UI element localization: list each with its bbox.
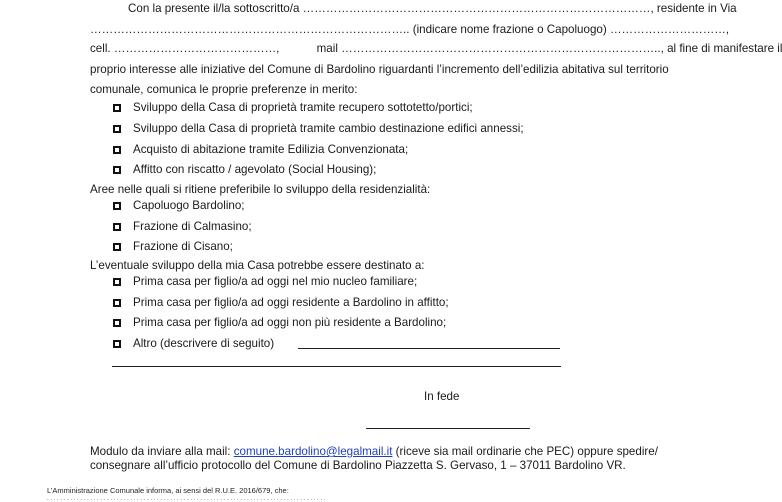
residence-label: , residente in Via [650, 2, 737, 15]
option-edilizia-convenzionata[interactable] [113, 143, 408, 157]
option-nucleo-familiare[interactable] [113, 275, 417, 289]
pec-email-link[interactable]: comune.bardolino@legalmail.it [233, 445, 393, 458]
option-calmasino[interactable] [113, 220, 252, 234]
section-destination-title: L’eventuale sviluppo della mia Casa potrebbe essere destinato a: [90, 259, 425, 272]
purpose-text: al fine di manifestare il [667, 42, 782, 55]
option-sottotetto[interactable] [113, 101, 473, 115]
paragraph-line-2: comunale, comunica le proprie preferenze in merito: [90, 83, 358, 96]
footer-prefix: Modulo da inviare alla mail: [90, 445, 231, 458]
option-label: Capoluogo Bardolino; [133, 199, 245, 212]
privacy-cutoff-text: . . . . . . . . . . . . . . . . . . . . . . . . . . . . . . . . . . . . . . . . . . . . . . . . . . . . . . . . . . . . . . . . . . . . . . . . . . . . . . . . . . . . [47, 496, 326, 502]
checkbox-icon[interactable] [113, 166, 121, 174]
option-non-residente[interactable] [113, 316, 446, 330]
option-label: Affitto con riscatto / agevolato (Social Housing); [133, 163, 377, 176]
option-cisano[interactable] [113, 240, 233, 254]
address-line [90, 23, 729, 37]
option-label: Prima casa per figlio/a ad oggi non più residente a Bardolino; [133, 316, 447, 329]
option-label: Frazione di Cisano; [133, 240, 233, 253]
section-areas-title: Aree nelle quali si ritiene preferibile lo sviluppo della residenzialità: [90, 183, 431, 196]
checkbox-icon[interactable] [113, 202, 121, 210]
checkbox-icon[interactable] [113, 243, 121, 251]
checkbox-icon[interactable] [113, 104, 121, 112]
cell-label: cell. [90, 42, 111, 55]
mail-field-dots[interactable]: ……………………………………………………………………….., [341, 42, 664, 55]
signature-label: In fede [424, 390, 460, 403]
option-affitto[interactable] [113, 296, 449, 310]
privacy-note: L’Amministrazione Comunale informa, ai sensi del R.U.E. 2016/679, che: [47, 486, 289, 495]
intro-line [128, 2, 737, 16]
name-field-dots[interactable]: ……………………………………………………………………………… [302, 2, 651, 15]
footer-line-2: consegnare all’ufficio protocollo del Comune di Bardolino Piazzetta S. Gervaso, 1 – 37011 Bardolino VR. [90, 459, 626, 472]
paragraph-line-1: proprio interesse alle iniziative del Comune di Bardolino riguardanti l’incremento dell’edilizia abitativa sul territorio [90, 63, 669, 76]
option-social-housing[interactable] [113, 163, 376, 177]
address-field-dots[interactable]: ……………………………………………………………………….. [90, 23, 410, 36]
frazione-note: (indicare nome frazione o Capoluogo) [412, 23, 607, 36]
option-altro[interactable] [113, 337, 274, 351]
mail-label: mail [316, 42, 338, 55]
checkbox-icon[interactable] [113, 146, 121, 154]
footer-line-1 [90, 445, 658, 459]
option-label: Acquisto di abitazione tramite Edilizia Convenzionata; [133, 143, 409, 156]
checkbox-icon[interactable] [113, 223, 121, 231]
footer-suffix: (riceve sia mail ordinarie che PEC) oppure spedire/ [395, 445, 658, 458]
signature-line[interactable] [366, 428, 530, 429]
option-capoluogo[interactable] [113, 199, 245, 213]
option-label: Sviluppo della Casa di proprietà tramite cambio destinazione edifici annessi; [133, 122, 524, 135]
intro-text: Con la presente il/la sottoscritto/a [128, 2, 300, 15]
altro-description-line-2[interactable] [112, 366, 561, 367]
option-label: Altro (descrivere di seguito) [133, 337, 275, 350]
option-label: Frazione di Calmasino; [133, 220, 252, 233]
cell-field-dots[interactable]: ……………………………………, [113, 42, 280, 55]
contact-line [90, 42, 782, 56]
option-edifici-annessi[interactable] [113, 122, 524, 136]
altro-description-line[interactable] [298, 348, 560, 349]
checkbox-icon[interactable] [113, 340, 121, 348]
checkbox-icon[interactable] [113, 125, 121, 133]
checkbox-icon[interactable] [113, 319, 121, 327]
option-label: Sviluppo della Casa di proprietà tramite recupero sottotetto/portici; [133, 101, 473, 114]
frazione-field-dots[interactable]: …………………………, [609, 23, 730, 36]
option-label: Prima casa per figlio/a ad oggi nel mio nucleo familiare; [133, 275, 418, 288]
checkbox-icon[interactable] [113, 278, 121, 286]
checkbox-icon[interactable] [113, 299, 121, 307]
option-label: Prima casa per figlio/a ad oggi residente a Bardolino in affitto; [133, 296, 449, 309]
